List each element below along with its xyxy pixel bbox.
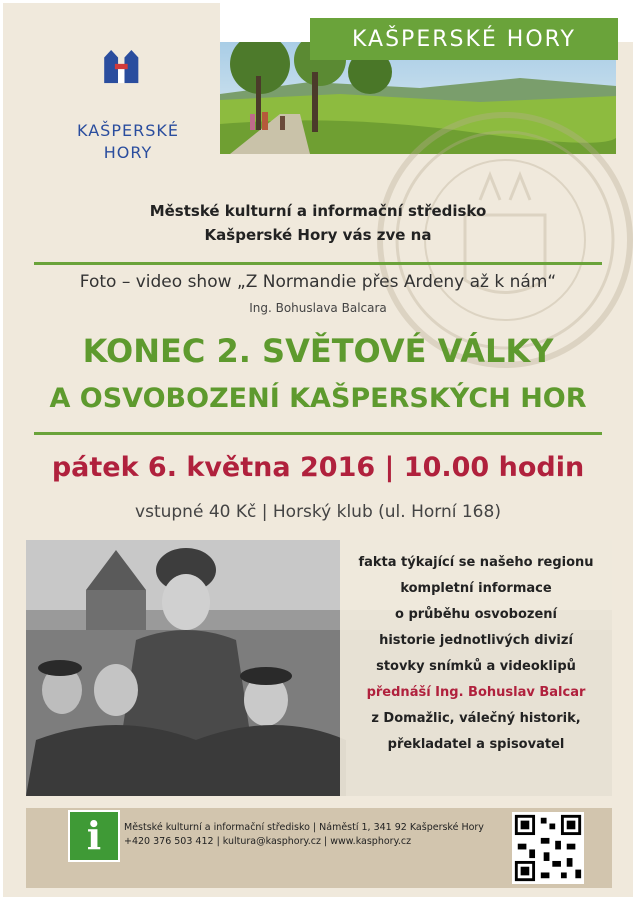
headline-line-2: A OSVOBOZENÍ KAŠPERSKÝCH HOR: [49, 383, 587, 414]
qr-code-icon: [512, 812, 584, 884]
footer-address: Městské kulturní a informační středisko | Náměstí 1, 341 92 Kašperské Hory: [124, 822, 484, 833]
fact-item: kompletní informace: [400, 581, 552, 596]
logo-text: [68, 120, 188, 164]
show-author: Ing. Bohuslava Balcara: [249, 301, 387, 315]
show-title: Foto – video show „Z Normandie přes Ardeny až k nám“: [79, 272, 557, 292]
event-venue: vstupné 40 Kč | Horský klub (ul. Horní 168): [135, 502, 501, 522]
invite-line-1: Městské kulturní a informační středisko: [149, 202, 487, 220]
speaker-line: přednáší Ing. Bohuslav Balcar: [366, 685, 586, 700]
fact-item: stovky snímků a videoklipů: [376, 659, 576, 674]
speaker-bio-2: překladatel a spisovatel: [387, 737, 565, 752]
town-banner: KAŠPERSKÉ HORY: [310, 18, 618, 60]
facts-list: [340, 550, 612, 758]
info-icon: [68, 810, 120, 862]
invite-line-2: Kašperské Hory vás zve na: [204, 226, 432, 244]
info-symbol: i: [86, 813, 102, 858]
speaker-bio-1: z Domažlic, válečný historik,: [371, 711, 581, 726]
logo-line-1: KAŠPERSKÉ: [77, 121, 179, 140]
fact-item: fakta týkající se našeho regionu: [358, 555, 594, 570]
fact-item: historie jednotlivých divizí: [379, 633, 573, 648]
logo-line-2: HORY: [103, 143, 153, 162]
event-date-time: pátek 6. května 2016 | 10.00 hodin: [51, 452, 585, 483]
town-logo-icon: [98, 50, 168, 114]
headline-line-1: KONEC 2. SVĚTOVÉ VÁLKY: [82, 332, 554, 370]
footer-contact: +420 376 503 412 | kultura@kasphory.cz | www.kasphory.cz: [124, 836, 412, 847]
divider-top: [34, 262, 602, 265]
fact-item: o průběhu osvobození: [395, 607, 557, 622]
divider-bottom: [34, 432, 602, 435]
